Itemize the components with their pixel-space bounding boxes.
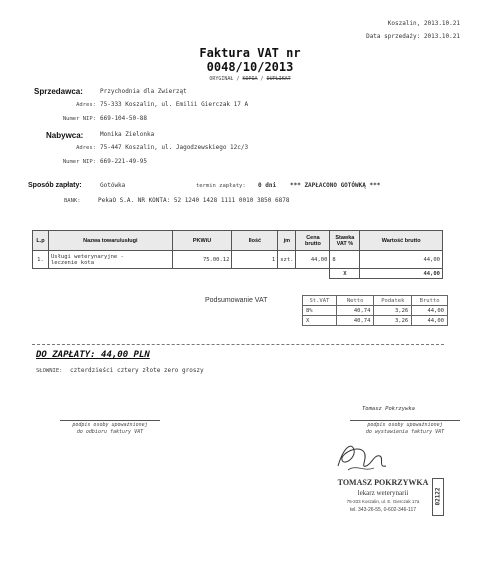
vat-row2-net: 40,74 (336, 316, 374, 326)
seller-name: Przychodnia dla Zwierząt (100, 88, 187, 95)
sale-date: Data sprzedaży: 2013.10.21 (366, 33, 460, 40)
invoice-title: Faktura VAT nr (199, 46, 301, 60)
items-table (32, 230, 443, 279)
vat-row2-tax: 3,26 (374, 316, 412, 326)
row-vat: 8 (330, 251, 360, 269)
copy-type: ORYGINAŁ / KOPIA / DUPLIKAT (209, 76, 291, 82)
table-row (303, 306, 448, 316)
seller-nip: 669-104-50-88 (100, 115, 147, 122)
row-lp: 1. (33, 251, 49, 269)
buyer-address: 75-447 Koszalin, ul. Jagodzewskiego 12c/3 (100, 144, 249, 151)
amount-words-label: SŁOWNIE: (36, 368, 63, 374)
stamp-address: 75-333 Koszalin, ul. E. Gierczak 17a (346, 499, 420, 504)
vat-col-net: Netto (336, 296, 374, 306)
place-date: Koszalin, 2013.10.21 (387, 20, 460, 27)
vat-row1-rate: 8% (303, 306, 337, 316)
total-mark: X (330, 269, 360, 279)
buyer-signature-caption-2: do odbioru faktury VAT (76, 429, 144, 435)
table-row (303, 316, 448, 326)
buyer-nip: 669-221-49-95 (100, 158, 147, 165)
seller-address-label: Adres: (76, 102, 96, 108)
buyer-label: Nabywca: (46, 131, 84, 140)
vat-row2-gross: 44,00 (412, 316, 448, 326)
stamp-name: TOMASZ POKRZYWKA (337, 478, 429, 487)
bank-label: BANK: (64, 198, 81, 204)
vat-summary-table (302, 295, 448, 326)
vat-row1-net: 40,74 (336, 306, 374, 316)
stamp-phone: tel. 343-26-55, 0-602-346-117 (349, 507, 417, 513)
stamp-title: lekarz weterynarii (357, 489, 409, 497)
invoice-number: 0048/10/2013 (206, 60, 294, 74)
table-row (33, 251, 443, 269)
col-value: Wartość brutto (360, 231, 443, 251)
row-price: 44,00 (296, 251, 330, 269)
copy-copy: KOPIA (242, 76, 258, 82)
vat-col-tax: Podatek (374, 296, 412, 306)
seller-nip-label: Numer NIP: (62, 116, 96, 122)
vat-col-gross: Brutto (412, 296, 448, 306)
copy-original: ORYGINAŁ (209, 76, 234, 82)
buyer-signature-line (60, 420, 160, 421)
to-pay-amount: DO ZAPŁATY: 44,00 PLN (36, 350, 150, 360)
col-pkwiu: PKWiU (172, 231, 232, 251)
payment-method-label: Sposób zapłaty: (28, 182, 82, 189)
row-name-line2: leczenie kota (50, 259, 95, 266)
vat-row2-rate: X (303, 316, 337, 326)
buyer-nip-label: Numer NIP: (62, 159, 96, 165)
col-unit: jm (278, 231, 296, 251)
col-vat: Stawka VAT % (330, 231, 360, 251)
row-pkwiu: 75.00.12 (172, 251, 232, 269)
total-row (33, 269, 443, 279)
col-name: Nazwa towaru/usługi (48, 231, 172, 251)
payment-term: 0 dni (258, 182, 277, 189)
vat-summary-label: Podsumowanie VAT (205, 297, 268, 304)
row-value: 44,00 (360, 251, 443, 269)
seller-address: 75-333 Koszalin, ul. Emilii Gierczak 17 A (100, 101, 249, 108)
divider (32, 344, 444, 345)
payment-term-label: termin zapłaty: (196, 183, 246, 189)
row-name (48, 251, 172, 269)
payment-method: Gotówka (100, 182, 126, 189)
row-unit: szt. (278, 251, 296, 269)
buyer-address-label: Adres: (76, 145, 96, 151)
seller-signature-name: Tomasz Pokrzywka (362, 406, 415, 412)
amount-words: czterdzieści cztery złote zero groszy (70, 367, 204, 374)
row-name-line1: Usługi weterynaryjne - (50, 253, 124, 260)
vat-col-rate: St.VAT (303, 296, 337, 306)
stamp-side-number: 02122 (434, 487, 442, 506)
handwritten-signature-icon (330, 436, 390, 478)
col-price: Cena brutto (296, 231, 330, 251)
bank-account: PekaO S.A. NR KONTA: 52 1240 1428 1111 0010 3850 6878 (98, 197, 290, 204)
copy-duplicate: DUPLIKAT (266, 76, 291, 82)
row-qty: 1 (232, 251, 278, 269)
buyer-name: Monika Zielonka (100, 131, 155, 138)
buyer-signature-caption-1: podpis osoby upoważnionej (72, 422, 148, 428)
paid-status: *** ZAPŁACONO GOTÓWKĄ *** (290, 182, 381, 189)
col-lp: L.p (33, 231, 49, 251)
seller-signature-caption-2: do wystawienia faktury VAT (365, 429, 445, 435)
seller-label: Sprzedawca: (34, 87, 83, 96)
vat-row1-tax: 3,26 (374, 306, 412, 316)
vat-row1-gross: 44,00 (412, 306, 448, 316)
seller-signature-caption-1: podpis osoby upoważnionej (367, 422, 443, 428)
col-qty: Ilość (232, 231, 278, 251)
seller-signature-line (350, 420, 460, 421)
total-value: 44,00 (360, 269, 443, 279)
